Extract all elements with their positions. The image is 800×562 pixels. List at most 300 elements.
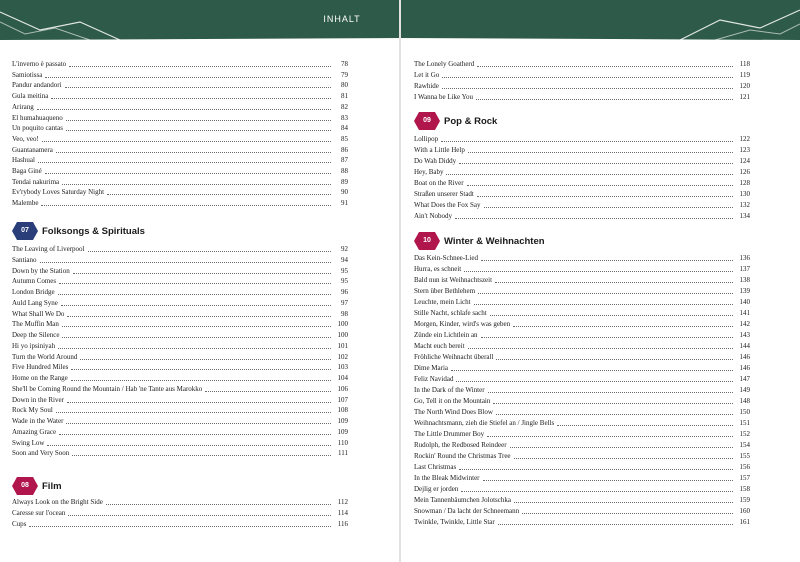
toc-entry-page: 159 [739, 496, 750, 504]
toc-entry-page: 100 [337, 331, 348, 339]
toc-entry-title: Turn the World Around [12, 352, 78, 361]
toc-entry-title: The Leaving of Liverpool [12, 245, 85, 253]
dot-leader [481, 337, 733, 338]
dot-leader [62, 326, 331, 327]
toc-entry-page: 120 [739, 82, 750, 90]
toc-entry[interactable] [414, 200, 750, 210]
toc-entry[interactable] [414, 506, 750, 516]
toc-entry-title: Rawhide [414, 82, 439, 90]
toc-entry-title: Do Wah Diddy [414, 157, 457, 165]
toc-entry[interactable] [12, 309, 348, 319]
toc-entry-title: She'll be Coming Round the Mountain / Hab 'ne Tante aus Marokko [12, 384, 203, 393]
toc-entry[interactable] [12, 91, 348, 101]
toc-entry-page: 143 [739, 331, 750, 339]
toc-entry-page: 157 [739, 474, 750, 482]
toc-entry-page: 138 [739, 276, 750, 284]
toc-entry[interactable] [414, 167, 750, 177]
section-number: 09 [423, 117, 431, 124]
toc-entry-page: 87 [341, 156, 348, 165]
toc-entry-page: 121 [739, 93, 750, 101]
section-number: 10 [423, 237, 431, 244]
toc-entry-page: 146 [739, 364, 750, 372]
toc-entry[interactable] [414, 473, 750, 483]
dot-leader [58, 294, 331, 295]
toc-entry-title: Home on the Range [12, 374, 68, 382]
left-page [12, 0, 348, 562]
toc-entry-title: Soon and Very Soon [12, 449, 70, 458]
toc-entry-title: Fröhliche Weihnacht überall [414, 353, 494, 361]
toc-entry-page: 136 [739, 254, 750, 262]
dot-leader [557, 425, 733, 426]
toc-entry-title: Rudolph, the Redbosed Reindeer [414, 441, 507, 449]
section-heading-09 [414, 112, 497, 130]
toc-entry-page: 141 [739, 309, 750, 317]
toc-entry[interactable] [12, 266, 348, 276]
dot-leader [68, 515, 331, 516]
toc-entry[interactable] [414, 253, 750, 263]
toc-entry[interactable] [414, 92, 750, 102]
toc-entry-title: Snowman / Da lacht der Schneemann [414, 507, 520, 515]
toc-entry-title: Ev'rybody Loves Saturday Night [12, 188, 105, 197]
dot-leader [483, 480, 733, 481]
toc-entry-title: Leuchte, mein Licht [414, 298, 471, 306]
toc-entry-page: 104 [337, 374, 348, 382]
toc-entry-page: 118 [739, 60, 750, 68]
toc-entry-title: Twinkle, Twinkle, Little Star [414, 518, 495, 526]
toc-entry-title: Rockin' Round the Christmas Tree [414, 452, 511, 460]
dot-leader [496, 359, 733, 360]
dot-leader [56, 152, 331, 153]
section-title: Folksongs & Spirituals [42, 225, 145, 237]
toc-entry[interactable] [12, 384, 348, 394]
toc-entry[interactable] [414, 429, 750, 439]
toc-entry-title: Five Hundred Miles [12, 363, 69, 372]
toc-entry[interactable] [414, 352, 750, 362]
toc-entry-title: Tendai nakurima [12, 177, 60, 186]
toc-entry-title: Un poquito cantas [12, 124, 63, 133]
dot-leader [455, 218, 733, 219]
dot-leader [62, 337, 331, 338]
toc-entry[interactable] [414, 385, 750, 395]
toc-entry[interactable] [414, 341, 750, 351]
dot-leader [71, 369, 331, 370]
toc-entry-page: 85 [341, 134, 348, 143]
toc-entry[interactable] [414, 286, 750, 296]
dot-leader [37, 109, 331, 110]
dot-leader [62, 184, 331, 185]
toc-entry-page: 144 [739, 342, 750, 350]
toc-entry-title: Wade in the Water [12, 417, 64, 425]
dot-leader [477, 66, 733, 67]
toc-entry-page: 132 [739, 201, 750, 209]
toc-entry-page: 123 [739, 146, 750, 154]
toc-entry-title: Let it Go [414, 71, 440, 79]
toc-entry-page: 80 [341, 81, 348, 90]
toc-entry-page: 92 [341, 245, 348, 253]
toc-entry[interactable] [12, 155, 348, 165]
toc-entry-page: 119 [739, 71, 750, 79]
toc-entry[interactable] [414, 189, 750, 199]
toc-entry[interactable] [12, 352, 348, 362]
toc-entry-page: 110 [337, 438, 348, 447]
toc-entry[interactable] [12, 395, 348, 405]
toc-entry-title: I Wanna be Like You [414, 93, 473, 101]
section-number: 08 [21, 482, 29, 489]
dot-leader [38, 162, 331, 163]
toc-entry-page: 116 [337, 520, 348, 528]
dot-leader [464, 271, 733, 272]
dot-leader [80, 359, 331, 360]
toc-entry[interactable] [12, 255, 348, 265]
toc-entry-page: 109 [337, 427, 348, 436]
dot-leader [442, 88, 733, 89]
toc-entry[interactable] [414, 484, 750, 494]
toc-entry-page: 101 [337, 341, 348, 350]
toc-entry-title: In the Dark of the Winter [414, 386, 485, 394]
toc-entry-page: 124 [739, 157, 750, 165]
toc-entry[interactable] [12, 519, 348, 529]
dot-leader [29, 526, 331, 527]
toc-entry-title: The Little Drummer Boy [414, 430, 485, 438]
toc-entry-page: 149 [739, 386, 750, 394]
toc-entry-page: 156 [739, 463, 750, 471]
dot-leader [513, 326, 733, 327]
dot-leader [66, 120, 331, 121]
toc-entry-title: Boat on the River [414, 179, 464, 187]
toc-entry-page: 100 [337, 320, 348, 329]
toc-entry-page: 150 [739, 408, 750, 416]
dot-leader [476, 99, 733, 100]
section-heading-10 [414, 232, 545, 250]
toc-entry-title: Morgen, Kinder, wird's was geben [414, 320, 511, 328]
toc-entry-title: The Muffin Man [12, 320, 59, 329]
dot-leader [41, 205, 331, 206]
toc-entry-title: Autumn Comes [12, 277, 57, 286]
toc-entry-page: 90 [341, 188, 348, 197]
dot-leader [73, 273, 331, 274]
dot-leader [514, 458, 733, 459]
toc-entry-page: 114 [337, 509, 348, 517]
toc-entry-title: Hi yo ipsiniyah [12, 341, 56, 350]
toc-entry[interactable] [12, 70, 348, 80]
toc-entry[interactable] [414, 363, 750, 373]
toc-entry-title: Go, Tell it on the Mountain [414, 397, 491, 405]
dot-leader [58, 348, 331, 349]
dot-leader [61, 305, 331, 306]
toc-entry[interactable] [414, 156, 750, 166]
dot-leader [510, 447, 733, 448]
header-title: INHALT [323, 14, 361, 24]
toc-entry[interactable] [12, 187, 348, 197]
dot-leader [69, 66, 331, 67]
toc-entry[interactable] [414, 134, 750, 144]
toc-entry-title: Lollipop [414, 135, 439, 143]
toc-entry-title: In the Bleak Midwinter [414, 474, 480, 482]
toc-entry-page: 130 [739, 190, 750, 198]
dot-leader [59, 283, 331, 284]
toc-entry[interactable] [12, 405, 348, 415]
toc-entry-page: 155 [739, 452, 750, 460]
dot-leader [468, 348, 733, 349]
toc-entry-title: Arirang [12, 102, 34, 111]
toc-entry[interactable] [12, 427, 348, 437]
dot-leader [490, 315, 733, 316]
toc-entry-title: Gula meitina [12, 92, 49, 101]
toc-entry-title: Down by the Station [12, 266, 70, 275]
toc-entry[interactable] [12, 448, 348, 458]
toc-entry-title: Malembe [12, 199, 39, 208]
toc-entry[interactable] [12, 59, 348, 69]
toc-entry-page: 128 [739, 179, 750, 187]
dot-leader [477, 196, 733, 197]
toc-entry-title: El humahuaqueno [12, 113, 63, 122]
toc-entry[interactable] [12, 244, 348, 254]
toc-entry-page: 108 [337, 406, 348, 415]
toc-entry[interactable] [12, 341, 348, 351]
toc-entry[interactable] [414, 211, 750, 221]
toc-entry[interactable] [12, 134, 348, 144]
toc-entry-title: Cups [12, 520, 27, 528]
toc-entry-page: 134 [739, 212, 750, 220]
toc-entry-title: Veo, veo! [12, 134, 39, 143]
toc-entry-title: Caresse sur l'ocean [12, 509, 66, 517]
toc-entry[interactable] [414, 396, 750, 406]
dot-leader [107, 194, 331, 195]
section-heading-08 [12, 477, 62, 495]
toc-entry[interactable] [12, 362, 348, 372]
dot-leader [446, 174, 733, 175]
toc-entry[interactable] [12, 276, 348, 286]
toc-entry-title: The North Wind Does Blow [414, 408, 493, 416]
dot-leader [72, 455, 331, 456]
toc-entry[interactable] [414, 451, 750, 461]
toc-entry-title: Hey, Baby [414, 168, 444, 176]
toc-entry[interactable] [414, 264, 750, 274]
toc-entry-page: 139 [739, 287, 750, 295]
toc-entry-title: Swing Low [12, 438, 45, 447]
toc-entry[interactable] [414, 462, 750, 472]
toc-entry-page: 109 [337, 417, 348, 425]
toc-entry-page: 158 [739, 485, 750, 493]
dot-leader [67, 316, 331, 317]
toc-entry-title: Mein Tannenbäumchen Jolotschka [414, 496, 511, 504]
dot-leader [451, 370, 733, 371]
section-heading-07 [12, 222, 145, 240]
toc-entry-page: 81 [341, 92, 348, 101]
dot-leader [467, 185, 733, 186]
toc-entry-page: 102 [337, 352, 348, 361]
toc-entry-title: Bald nun ist Weihnachtszeit [414, 276, 493, 284]
toc-entry-title: Samiotissa [12, 70, 43, 79]
dot-leader [478, 293, 733, 294]
toc-entry-title: Das Kein-Schnee-Lied [414, 254, 478, 262]
toc-entry[interactable] [414, 178, 750, 188]
toc-entry[interactable] [12, 123, 348, 133]
toc-entry[interactable] [12, 287, 348, 297]
toc-entry[interactable] [12, 319, 348, 329]
dot-leader [45, 77, 331, 78]
toc-entry[interactable] [414, 407, 750, 417]
dot-leader [474, 304, 733, 305]
toc-entry[interactable] [12, 416, 348, 426]
toc-entry-title: Santiano [12, 255, 37, 264]
toc-entry-page: 89 [341, 177, 348, 186]
toc-entry-page: 146 [739, 353, 750, 361]
toc-entry-page: 161 [739, 518, 750, 526]
toc-entry-page: 91 [341, 199, 348, 208]
dot-leader [488, 392, 733, 393]
dot-leader [51, 98, 331, 99]
toc-entry-page: 86 [341, 145, 348, 154]
dot-leader [66, 130, 331, 131]
toc-entry-page: 82 [341, 102, 348, 111]
toc-entry-title: Dime Maria [414, 364, 449, 372]
dot-leader [461, 491, 733, 492]
toc-entry[interactable] [12, 497, 348, 507]
toc-entry-page: 98 [341, 309, 348, 318]
toc-entry-title: Hashual [12, 156, 35, 165]
toc-entry[interactable] [12, 102, 348, 112]
dot-leader [493, 403, 733, 404]
dot-leader [66, 423, 331, 424]
toc-entry-page: 112 [337, 498, 348, 506]
toc-entry[interactable] [12, 145, 348, 155]
toc-entry[interactable] [12, 508, 348, 518]
toc-entry[interactable] [414, 308, 750, 318]
toc-entry-title: Stern über Bethlehem [414, 287, 476, 295]
toc-entry-page: 137 [739, 265, 750, 273]
toc-entry-title: Deep the Silence [12, 331, 60, 339]
dot-leader [481, 260, 733, 261]
toc-entry-page: 107 [337, 395, 348, 404]
toc-entry-title: Weihnachtsmann, zieh die Stiefel an / Jingle Bells [414, 419, 555, 427]
dot-leader [495, 282, 733, 283]
dot-leader [442, 77, 733, 78]
toc-entry-title: Ain't Nobody [414, 212, 453, 220]
dot-leader [498, 524, 733, 525]
toc-entry-page: 88 [341, 167, 348, 175]
dot-leader [441, 141, 733, 142]
toc-entry-title: L'inverno è passato [12, 60, 67, 68]
dot-leader [47, 445, 331, 446]
toc-entry-page: 106 [337, 384, 348, 393]
dot-leader [40, 262, 332, 263]
toc-entry[interactable] [414, 70, 750, 80]
toc-entry-page: 95 [341, 277, 348, 286]
toc-entry[interactable] [414, 275, 750, 285]
toc-entry[interactable] [12, 373, 348, 383]
toc-entry[interactable] [12, 198, 348, 208]
toc-entry[interactable] [414, 297, 750, 307]
toc-entry-page: 95 [341, 266, 348, 275]
toc-entry-title: Feliz Navidad [414, 375, 454, 383]
dot-leader [522, 513, 733, 514]
toc-entry-page: 154 [739, 441, 750, 449]
toc-entry-title: Zünde ein Lichtlein an [414, 331, 478, 339]
toc-entry-title: London Bridge [12, 288, 55, 296]
toc-entry[interactable] [414, 517, 750, 527]
dot-leader [514, 502, 733, 503]
dot-leader [42, 141, 331, 142]
toc-entry[interactable] [12, 113, 348, 123]
toc-entry-page: 94 [341, 255, 348, 264]
toc-entry-title: Pandur andandori [12, 81, 62, 90]
dot-leader [468, 152, 733, 153]
dot-leader [71, 380, 331, 381]
toc-entry[interactable] [414, 81, 750, 91]
toc-entry-title: Auld Lang Syne [12, 298, 58, 307]
toc-entry[interactable] [414, 145, 750, 155]
dot-leader [496, 414, 733, 415]
dot-leader [56, 412, 331, 413]
toc-entry[interactable] [12, 177, 348, 187]
toc-entry-title: Macht euch bereit [414, 342, 465, 350]
toc-entry-title: Stille Nacht, schlafe sacht [414, 309, 487, 317]
toc-entry-page: 83 [341, 113, 348, 122]
dot-leader [484, 207, 734, 208]
toc-entry-page: 97 [341, 298, 348, 307]
section-title: Pop & Rock [444, 115, 498, 127]
toc-entry-title: With a Little Help [414, 146, 465, 154]
toc-entry[interactable] [12, 438, 348, 448]
dot-leader [67, 402, 331, 403]
toc-entry[interactable] [414, 330, 750, 340]
toc-entry-page: 78 [341, 60, 348, 68]
dot-leader [65, 87, 331, 88]
toc-entry-title: What Does the Fox Say [414, 201, 481, 209]
toc-entry-title: Straßen unserer Stadt [414, 190, 474, 198]
toc-entry[interactable] [414, 59, 750, 69]
dot-leader [459, 163, 733, 164]
toc-entry-page: 103 [337, 363, 348, 372]
toc-entry-page: 147 [739, 375, 750, 383]
toc-entry[interactable] [414, 319, 750, 329]
dot-leader [88, 251, 331, 252]
toc-entry-title: Dejlig er jorden [414, 485, 459, 493]
toc-entry-page: 122 [739, 135, 750, 143]
toc-entry-title: Guantanamera [12, 145, 53, 154]
toc-entry[interactable] [12, 166, 348, 176]
toc-entry-title: Down in the River [12, 395, 64, 404]
dot-leader [205, 391, 331, 392]
toc-entry-page: 126 [739, 168, 750, 176]
dot-leader [459, 469, 733, 470]
toc-entry-page: 79 [341, 70, 348, 79]
toc-entry-page: 140 [739, 298, 750, 306]
dot-leader [45, 173, 331, 174]
toc-entry[interactable] [12, 80, 348, 90]
toc-entry-page: 148 [739, 397, 750, 405]
toc-entry[interactable] [414, 440, 750, 450]
toc-entry-title: Amazing Grace [12, 427, 57, 436]
toc-entry[interactable] [12, 298, 348, 308]
toc-entry[interactable] [414, 418, 750, 428]
toc-entry-title: Baga Giné [12, 167, 42, 175]
toc-entry[interactable] [12, 330, 348, 340]
toc-entry-page: 160 [739, 507, 750, 515]
toc-entry-title: Rock My Soul [12, 406, 53, 415]
section-title: Winter & Weihnachten [444, 235, 545, 247]
toc-entry[interactable] [414, 374, 750, 384]
dot-leader [106, 504, 331, 505]
toc-entry-page: 142 [739, 320, 750, 328]
dot-leader [487, 436, 733, 437]
dot-leader [59, 434, 331, 435]
toc-entry[interactable] [414, 495, 750, 505]
toc-entry-title: Hurra, es schneit [414, 265, 462, 273]
toc-entry-page: 111 [338, 449, 348, 458]
toc-entry-title: What Shall We Do [12, 309, 65, 318]
